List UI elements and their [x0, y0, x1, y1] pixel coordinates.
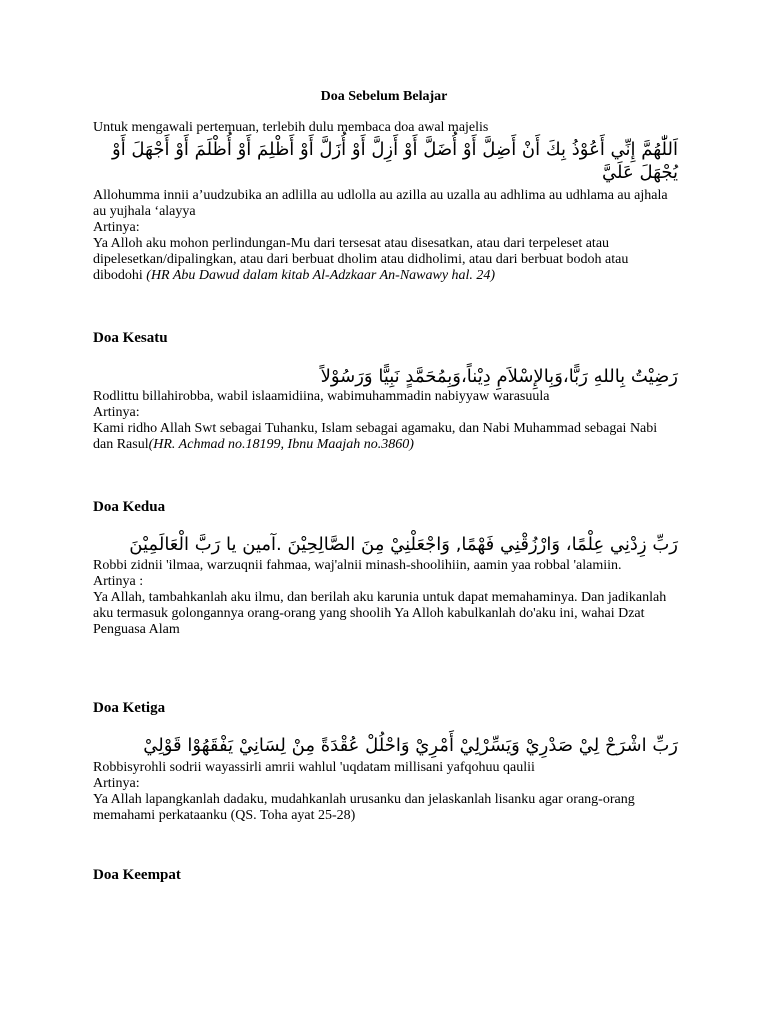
- intro-artinya-label: Artinya:: [93, 220, 140, 235]
- intro-latin: Allohumma innii a’uudzubika an adlilla au udlolla au azilla au uzalla au adhlima au udhlama au ajhala au yujhala ‘alayya: [93, 188, 668, 219]
- doa-kesatu-latin: Rodlittu billahirobba, wabil islaamidiina, wabimuhammadin nabiyyaw warasuula: [93, 389, 550, 404]
- doa-kesatu-meaning: [93, 421, 678, 453]
- doa-kesatu-reference: (HR. Achmad no.18199, Ibnu Maajah no.3860): [148, 437, 414, 452]
- doa-kedua-meaning: Ya Allah, tambahkanlah aku ilmu, dan berilah aku karunia untuk dapat memahaminya. Dan jadikanlah aku termasuk golongannya orang-orang yang shoolih Ya Alloh kabulkanlah do'aku ini, wahai Dzat Penguasa Alam: [93, 590, 667, 637]
- doa-kedua-artinya-label: Artinya :: [93, 574, 144, 589]
- doa-ketiga-arabic: رَبِّ اشْرَحْ لِيْ صَدْرِيْ وَيَسِّرْلِيْ أَمْرِيْ وَاحْلُلْ عُقْدَةً مِنْ لِسَانِيْ يَفْقَهُوْا قَوْلِيْ: [143, 735, 678, 756]
- intro-arabic: اَللّٰهُمَّ إِنِّي أَعُوْذُ بِكَ أَنْ أَضِلَّ أَوْ أُضَلَّ أَوْ أَزِلَّ أَوْ أُزَلَّ أَوْ أَظْلِمَ أَوْ أُظْلَمَ أَوْ أَجْهَلَ أَوْ يُجْهَلَ عَلَيَّ: [112, 139, 678, 183]
- page-title: Doa Sebelum Belajar: [320, 89, 448, 104]
- doa-kedua-body: [93, 558, 678, 638]
- doa-ketiga-heading: Doa Ketiga: [93, 700, 166, 716]
- doa-kedua-heading: Doa Kedua: [93, 499, 166, 515]
- doa-kesatu-heading: Doa Kesatu: [93, 330, 168, 346]
- intro-reference: (HR Abu Dawud dalam kitab Al-Adzkaar An-Nawawy hal. 24): [146, 268, 496, 283]
- doa-kesatu-artinya-label: Artinya:: [93, 405, 140, 420]
- intro-section: [93, 120, 678, 136]
- doa-kedua-latin: Robbi zidnii 'ilmaa, warzuqnii fahmaa, waj'alnii minash-shoolihiin, aamin yaa robbal 'alamiin.: [93, 558, 622, 573]
- intro-meaning-text: Ya Alloh aku mohon perlindungan-Mu dari tersesat atau disesatkan, atau dari terpeleset atau dipelesetkan/dipalingkan, atau dari berbuat dholim atau didholimi, atau dari berbuat bodoh atau dibodohi: [93, 236, 629, 283]
- doa-kesatu-meaning-text: Kami ridho Allah Swt sebagai Tuhanku, Islam sebagai agamaku, dan Nabi Muhammad sebagai Nabi dan Rasul: [93, 421, 658, 452]
- doa-ketiga-latin: Robbisyrohli sodrii wayassirli amrii wahlul 'uqdatam millisani yafqohuu qaulii: [93, 760, 535, 775]
- doa-kesatu-body: [93, 389, 678, 453]
- intro-body: [93, 188, 678, 284]
- intro-text: Untuk mengawali pertemuan, terlebih dulu membaca doa awal majelis: [93, 120, 489, 135]
- doa-keempat-heading: Doa Keempat: [93, 867, 181, 883]
- doa-kesatu-arabic: رَضِيْتُ بِاللهِ رَبًّا،وَبِالإِسْلاَمِ دِيْناً،وَبِمُحَمَّدٍ نَبِيًّا وَرَسُوْلاً: [320, 366, 678, 387]
- doa-kedua-arabic: رَبِّ زِدْنِي عِلْمًا، وَارْزُقْنِي فَهْمًا, وَاجْعَلْنِيْ مِنَ الصَّالِحِيْنَ .آمين يا رَبَّ الْعَالَمِيْنَ: [129, 534, 678, 555]
- intro-meaning: [93, 236, 678, 284]
- doa-ketiga-artinya-label: Artinya:: [93, 776, 140, 791]
- doa-ketiga-meaning: Ya Allah lapangkanlah dadaku, mudahkanlah urusanku dan jelaskanlah lisanku agar orang-orang memahami perkataanku (QS. Toha ayat 25-28): [93, 792, 635, 823]
- doa-ketiga-body: [93, 760, 678, 824]
